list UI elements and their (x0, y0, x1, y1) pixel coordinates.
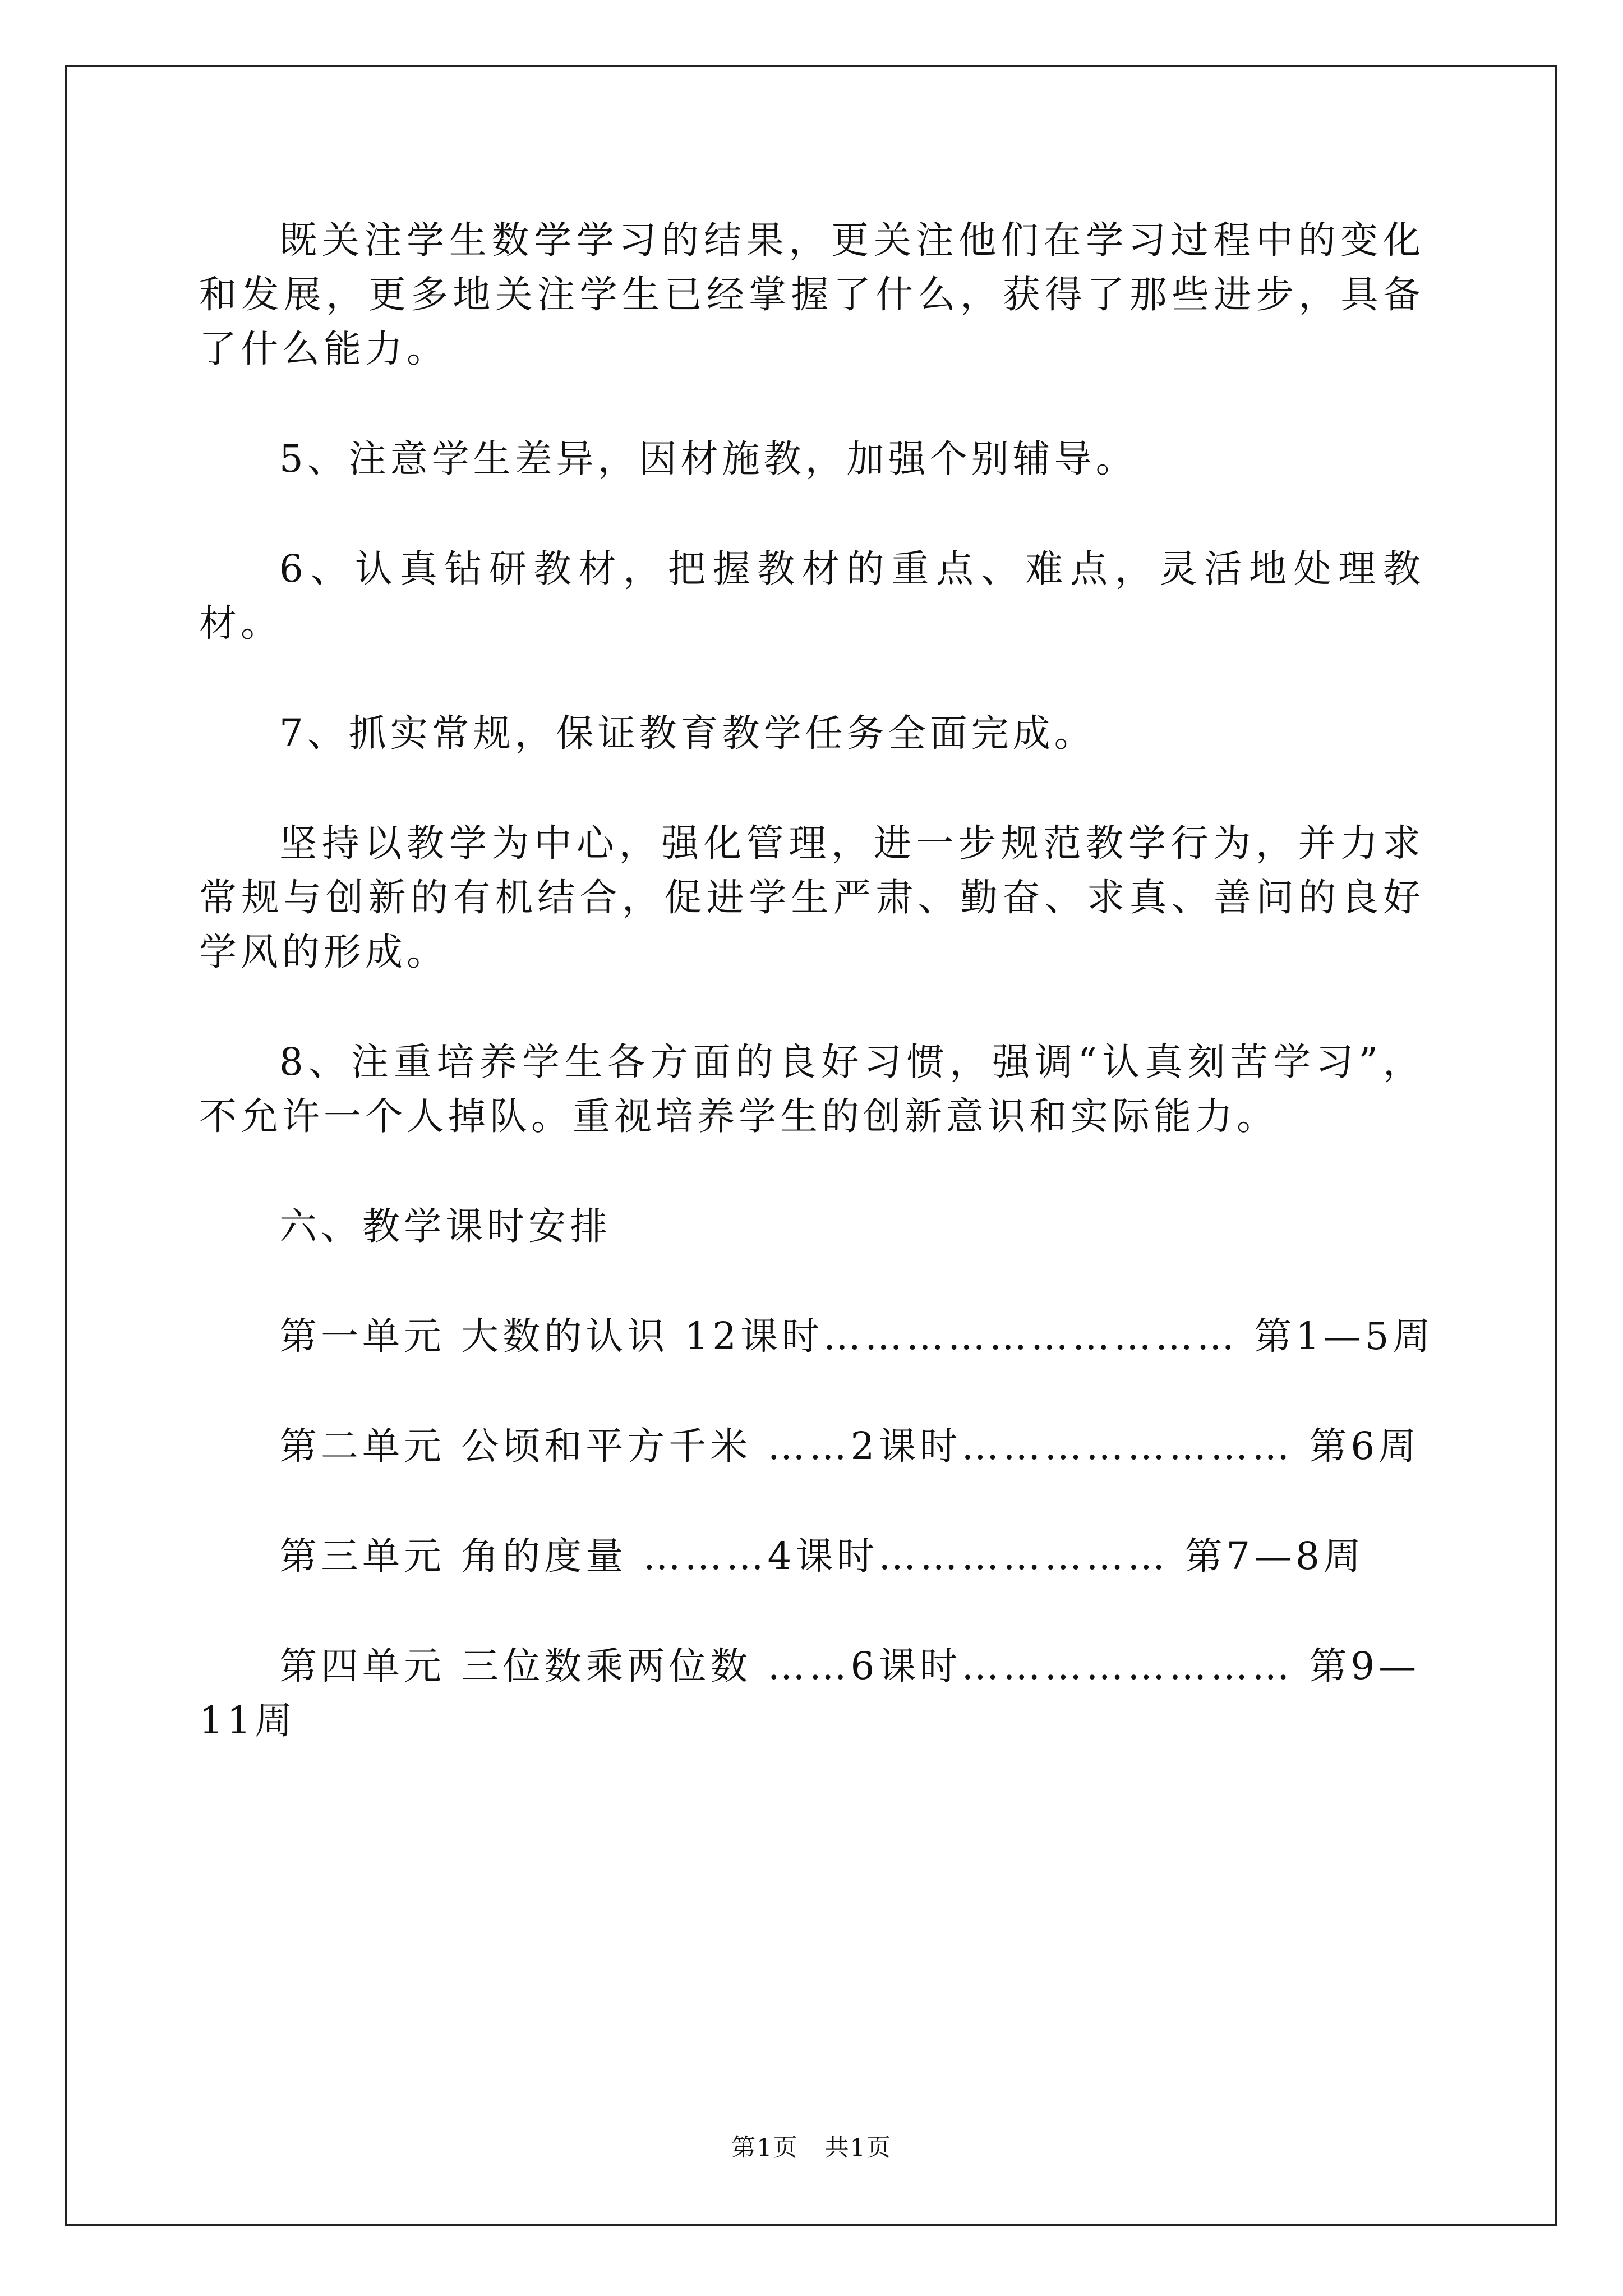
paragraph-teaching-center: 坚持以教学为中心，强化管理，进一步规范教学行为，并力求常规与创新的有机结合，促进学生严肃、勤奋、求真、善问的良好学风的形成。 (199, 821, 1424, 974)
paragraph-item-7: 7、抓实常规，保证教育教学任务全面完成。 (279, 711, 1096, 755)
paragraph-item-6: 6、认真钻研教材，把握教材的重点、难点，灵活地处理教材。 (199, 547, 1424, 645)
schedule-row-unit-4: 第四单元 三位数乘两位数 ……6课时…………………… 第9—11周 (199, 1644, 1421, 1742)
document-body (199, 213, 1435, 1803)
page-footer: 第1页 共1页 (731, 2134, 892, 2162)
schedule-row-unit-3: 第三单元 角的度量 ………4课时………………… 第7—8周 (279, 1534, 1365, 1578)
section-heading-schedule: 六、教学课时安排 (279, 1204, 611, 1248)
paragraph-item-5: 5、注意学生差异，因材施教，加强个别辅导。 (279, 437, 1137, 481)
paragraph-item-8: 8、注重培养学生各方面的良好习惯，强调“认真刻苦学习”，不允许一个人掉队。重视培养学生的创新意识和实际能力。 (199, 1040, 1424, 1138)
paragraph-evaluation: 既关注学生数学学习的结果，更关注他们在学习过程中的变化和发展，更多地关注学生已经掌握了什么，获得了那些进步，具备了什么能力。 (199, 218, 1424, 371)
schedule-row-unit-1: 第一单元 大数的认识 12课时………………………… 第1—5周 (279, 1314, 1435, 1358)
schedule-row-unit-2: 第二单元 公顷和平方千米 ……2课时…………………… 第6周 (279, 1424, 1421, 1468)
